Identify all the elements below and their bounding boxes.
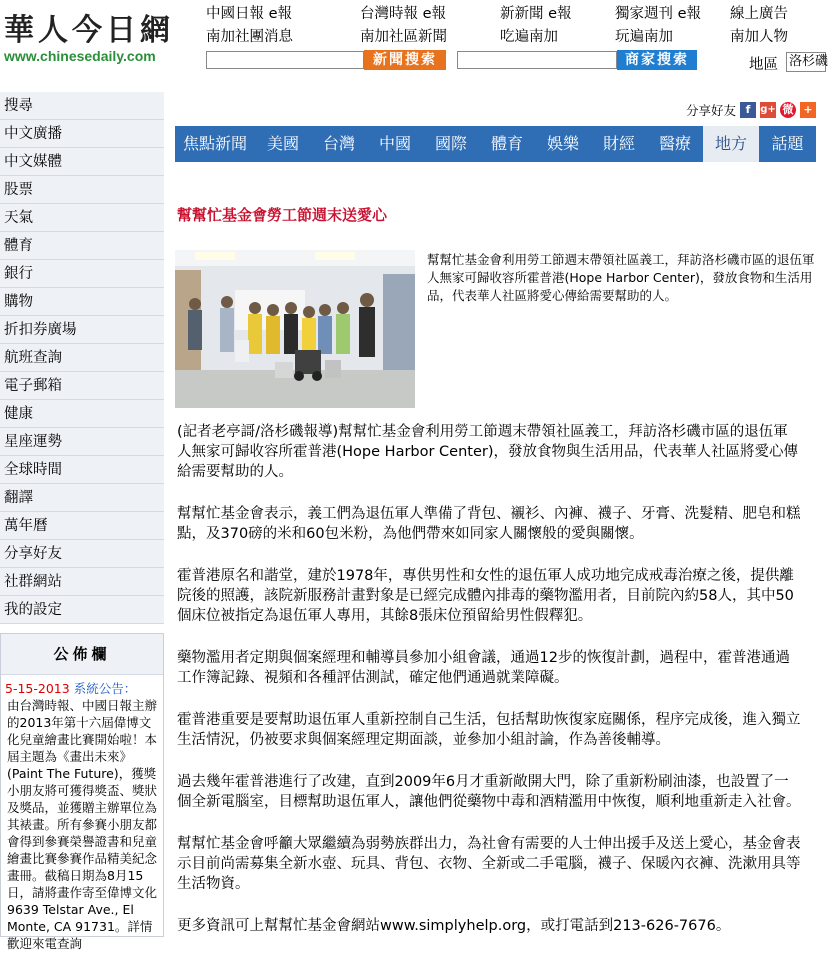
- article-paragraph: 過去幾年霍普港進行了改建，直到2009年6月才重新敞開大門，除了重新粉刷油漆，也設置了一個全新電腦室，目標幫助退伍軍人，讓他們從藥物中毒和酒精濫用中恢復，順利地重新走入社會。: [177, 774, 801, 810]
- category-nav: [175, 126, 816, 162]
- sidebar-item-calendar[interactable]: 萬年曆: [0, 512, 164, 540]
- logo-text: 華人今日網: [4, 13, 174, 48]
- notice-header: [1, 675, 163, 697]
- tab-headlines[interactable]: 焦點新聞: [182, 134, 247, 153]
- link-socal-people[interactable]: 南加人物: [730, 29, 788, 45]
- sidebar-item-social-sites[interactable]: 社群網站: [0, 568, 164, 596]
- sidebar-item-stocks[interactable]: 股票: [0, 176, 164, 204]
- logo-url: www.chinesedaily.com: [4, 48, 156, 64]
- tab-finance[interactable]: 財經: [602, 134, 635, 153]
- news-search-input[interactable]: [206, 51, 364, 69]
- sidebar-item-health[interactable]: 健康: [0, 400, 164, 428]
- sidebar-item-email[interactable]: 電子郵箱: [0, 372, 164, 400]
- link-taiwan-times-ebao[interactable]: 台灣時報 e報: [360, 6, 447, 22]
- link-socal-community-news[interactable]: 南加社區新聞: [360, 29, 447, 45]
- article-paragraph: 霍普港原名和諧堂，建於1978年，專供男性和女性的退伍軍人成功地完成戒毒治療之後，提供離院後的照護，該院新服務計畫對象是已經完成體內排毒的藥物濫用者，目前院內約58人，其中50個床位被指定為退伍軍人專用，其餘8張床位預留給男性假釋犯。: [177, 568, 794, 624]
- news-search-button[interactable]: 新聞搜索: [364, 50, 446, 70]
- tab-taiwan[interactable]: 台灣: [322, 134, 355, 153]
- sidebar-item-sports[interactable]: 體育: [0, 232, 164, 260]
- google-plus-icon[interactable]: g+: [760, 102, 776, 118]
- notice-body: 由台灣時報、中國日報主辦的2013年第十六屆偉博文化兒童繪畫比賽開始啦！本屆主題為《畫出未來》(Paint The Future)，獲獎小朋友將可獲得獎盃、獎狀及獎品，並獲贈主辦單位為其裱畫。所有參賽小朋友都會得到參賽榮譽證書和兒童繪畫比賽參賽作品精美紀念畫冊。截稿日期為8月15日，請將畫作寄至偉博文化9639 Telstar Ave., El Monte, CA 91731。詳情歡迎來電查詢: [7, 698, 158, 951]
- volunteer-group-photo: [175, 250, 415, 408]
- sidebar-item-my-settings[interactable]: 我的設定: [0, 596, 164, 624]
- site-logo[interactable]: [4, 14, 174, 74]
- sidebar-item-chinese-media[interactable]: 中文媒體: [0, 148, 164, 176]
- article-paragraph: (記者老亭謌/洛杉磯報導)幫幫忙基金會利用勞工節週末帶領社區義工，拜訪洛杉磯市區的退伍軍人無家可歸收容所霍普港(Hope Harbor Center)，發放食物與生活用品，代表華人社區將愛心傳給需要幫助的人。: [177, 424, 799, 480]
- sidebar-menu: [0, 92, 164, 624]
- sidebar-item-translate[interactable]: 翻譯: [0, 484, 164, 512]
- sidebar-item-chinese-radio[interactable]: 中文廣播: [0, 120, 164, 148]
- link-eat-socal[interactable]: 吃遍南加: [500, 29, 558, 45]
- tab-usa[interactable]: 美國: [266, 134, 299, 153]
- share-bar: [686, 101, 816, 119]
- link-exclusive-weekly-ebao[interactable]: 獨家週刊 e報: [615, 6, 702, 22]
- tab-entertainment[interactable]: 娛樂: [546, 134, 579, 153]
- sidebar-item-banks[interactable]: 銀行: [0, 260, 164, 288]
- plus-icon[interactable]: +: [800, 102, 816, 118]
- article-paragraph: 幫幫忙基金會呼籲大眾繼續為弱勢族群出力，為社會有需要的人士伸出援手及送上愛心，基金會表示目前尚需募集全新水壺、玩具、背包、衣物、全新或二手電腦，襪子、保暖內衣褲、洗漱用具等生活物資。: [177, 836, 801, 892]
- sidebar-item-shopping[interactable]: 購物: [0, 288, 164, 316]
- notice-title: 公佈欄: [1, 634, 163, 675]
- article-paragraph: 更多資訊可上幫幫忙基金會網站www.simplyhelp.org，或打電話到213-626-7676。: [177, 918, 731, 934]
- photo-caption: 幫幫忙基金會利用勞工節週末帶領社區義工，拜訪洛杉磯市區的退伍軍人無家可歸收容所霍普港(Hope Harbor Center)，發放食物和生活用品，代表華人社區將愛心傳給需要幫助的人。: [427, 252, 815, 303]
- article-body: [177, 422, 802, 958]
- link-play-socal[interactable]: 玩遍南加: [615, 29, 673, 45]
- link-china-daily-ebao[interactable]: 中國日報 e報: [206, 6, 293, 22]
- sidebar-item-weather[interactable]: 天氣: [0, 204, 164, 232]
- business-search-button[interactable]: 商家搜索: [617, 50, 697, 70]
- link-new-news-ebao[interactable]: 新新聞 e報: [500, 6, 572, 22]
- link-online-ads[interactable]: 線上廣告: [730, 6, 788, 22]
- sidebar-item-world-time[interactable]: 全球時間: [0, 456, 164, 484]
- sidebar-item-horoscope[interactable]: 星座運勢: [0, 428, 164, 456]
- region-select[interactable]: 洛杉磯: [786, 52, 826, 72]
- business-search-input[interactable]: [457, 51, 617, 69]
- notice-tag[interactable]: 系統公告：: [73, 681, 137, 696]
- tab-sports[interactable]: 體育: [490, 134, 523, 153]
- article-paragraph: 霍普港重要是要幫助退伍軍人重新控制自己生活，包括幫助恢復家庭關係，程序完成後，進入獨立生活情況，仍被要求與個案經理定期面談，並參加小組討論，作為善後輔導。: [177, 712, 801, 748]
- tab-local[interactable]: 地方: [703, 126, 759, 162]
- weibo-icon[interactable]: 微: [780, 102, 796, 118]
- share-label: 分享好友: [686, 103, 737, 118]
- region-label: 地區: [749, 57, 778, 73]
- article-paragraph: 幫幫忙基金會表示，義工們為退伍軍人準備了背包、襯衫、內褲、襪子、牙膏、洗髮精、肥皂和糕點，及370磅的米和60包米粉，為他們帶來如同家人關懷般的愛與關懷。: [177, 506, 801, 542]
- tab-medical[interactable]: 醫療: [658, 134, 691, 153]
- tab-topics[interactable]: 話題: [771, 134, 804, 153]
- tab-china[interactable]: 中國: [378, 134, 411, 153]
- notice-board: [0, 633, 164, 951]
- article-photo: [175, 250, 415, 408]
- sidebar-item-search[interactable]: 搜尋: [0, 92, 164, 120]
- tab-international[interactable]: 國際: [434, 134, 467, 153]
- article-paragraph: 藥物濫用者定期與個案經理和輔導員參加小組會議，通過12步的恢復計劃，過程中，霍普港通過工作簿記錄、視頻和各種評估測試，確定他們通過就業障礙。: [177, 650, 790, 686]
- article-headline: 幫幫忙基金會勞工節週末送愛心: [177, 206, 388, 224]
- sidebar-item-flight-lookup[interactable]: 航班查詢: [0, 344, 164, 372]
- sidebar-item-share-friends[interactable]: 分享好友: [0, 540, 164, 568]
- link-socal-community-events[interactable]: 南加社團消息: [206, 29, 293, 45]
- facebook-icon[interactable]: f: [740, 102, 756, 118]
- sidebar-item-coupons[interactable]: 折扣券廣場: [0, 316, 164, 344]
- notice-date: 5-15-2013: [5, 681, 70, 696]
